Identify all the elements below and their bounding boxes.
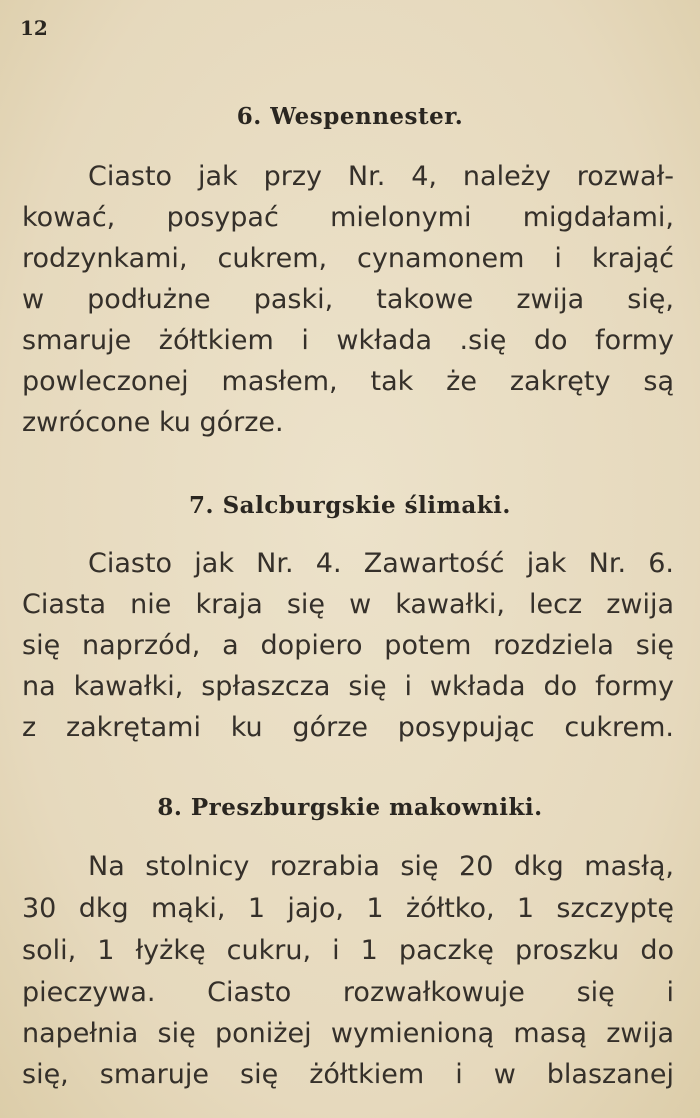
- page-number: 12: [20, 16, 48, 40]
- text-line: z zakrętami ku górze posypując cukrem.: [22, 712, 674, 743]
- text-line: Ciasto jak Nr. 4. Zawartość jak Nr. 6.: [88, 548, 674, 579]
- recipe-heading: 7. Salcburgskie ślimaki.: [189, 492, 511, 519]
- text-line: zwrócone ku górze.: [22, 407, 284, 438]
- text-line: smaruje żółtkiem i wkłada .się do formy: [22, 325, 674, 356]
- text-line: Na stolnicy rozrabia się 20 dkg masłą,: [88, 851, 674, 882]
- text-line: w podłużne paski, takowe zwija się,: [22, 284, 674, 315]
- text-line: 30 dkg mąki, 1 jajo, 1 żółtko, 1 szczyptę: [22, 893, 674, 924]
- text-line: Ciasta nie kraja się w kawałki, lecz zwija: [22, 589, 674, 620]
- text-line: rodzynkami, cukrem, cynamonem i krająć: [22, 243, 674, 274]
- text-line: kować, posypać mielonymi migdałami,: [22, 202, 674, 233]
- text-line: się, smaruje się żółtkiem i w blaszanej: [22, 1059, 674, 1090]
- text-line: soli, 1 łyżkę cukru, i 1 paczkę proszku do: [22, 935, 674, 966]
- text-line: powleczonej masłem, tak że zakręty są: [22, 366, 674, 397]
- text-line: na kawałki, spłaszcza się i wkłada do formy: [22, 671, 674, 702]
- text-line: pieczywa. Ciasto rozwałkowuje się i: [22, 977, 674, 1008]
- text-line: napełnia się poniżej wymienioną masą zwija: [22, 1018, 674, 1049]
- recipe-heading: 6. Wespennester.: [236, 103, 464, 130]
- text-line: się naprzód, a dopiero potem rozdziela się: [22, 630, 674, 661]
- text-line: Ciasto jak przy Nr. 4, należy rozwał-: [88, 161, 674, 192]
- recipe-heading: 8. Preszburgskie makowniki.: [157, 794, 543, 821]
